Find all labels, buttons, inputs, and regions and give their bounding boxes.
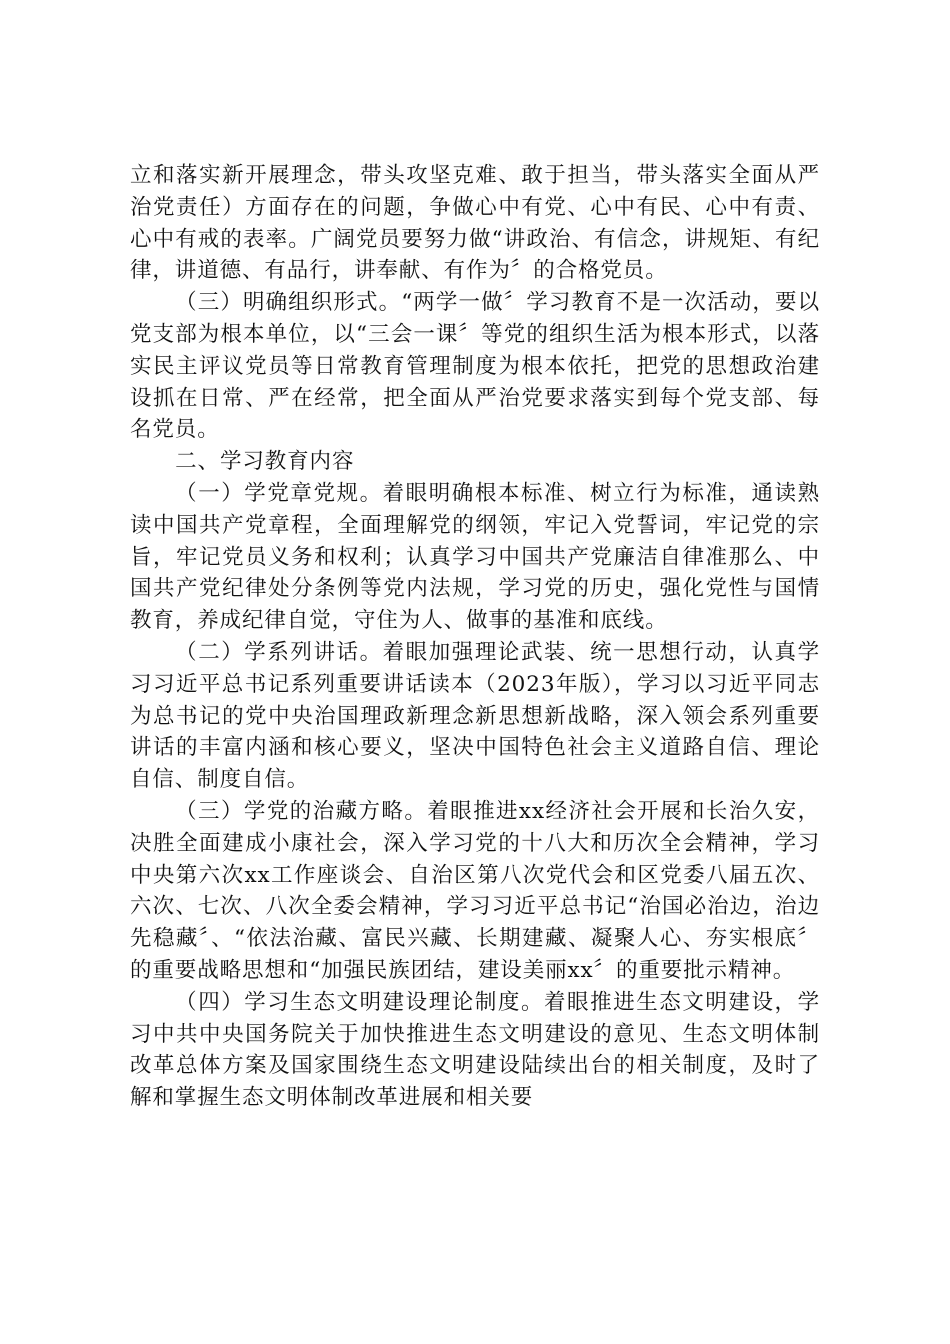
paragraph-ecological-civilization: （四）学习生态文明建设理论制度。着眼推进生态文明建设，学习中共中央国务院关于加快推进生态文明建设的意见、生态文明体制改革总体方案及国家围绕生态文明建设陆续出台的相关制度，及时了解和掌握生态文明体制改革进展和相关要 bbox=[130, 989, 820, 1111]
paragraph-party-member-standards: 立和落实新开展理念，带头攻坚克难、敢于担当，带头落实全面从严治党责任）方面存在的问题，争做心中有党、心中有民、心中有责、心中有戒的表率。广阔党员要努力做“讲政治、有信念，讲规矩、有纪律，讲道德、有品行，讲奉献、有作为〞的合格党员。 bbox=[130, 163, 820, 284]
paragraph-party-constitution: （一）学党章党规。着眼明确根本标准、树立行为标准，通读熟读中国共产党章程，全面理解党的纲领，牢记入党誓词，牢记党的宗旨，牢记党员义务和权利；认真学习中国共产党廉洁自律准那么、中国共产党纪律处分条例等党内法规，学习党的历史，强化党性与国情教育，养成纪律自觉，守住为人、做事的基准和底线。 bbox=[130, 480, 820, 634]
section-heading-study-content: 二、学习教育内容 bbox=[175, 449, 355, 475]
document-page bbox=[130, 160, 820, 1114]
paragraph-organization-form: （三）明确组织形式。“两学一做〞学习教育不是一次活动，要以党支部为根本单位，以“三会一课〞等党的组织生活为根本形式，以落实民主评议党员等日常教育管理制度为根本依托，把党的思想政治建设抓在日常、严在经常，把全面从严治党要求落实到每个党支部、每名党员。 bbox=[130, 290, 820, 443]
paragraph-governance-strategy: （三）学党的治藏方略。着眼推进xx经济社会开展和长治久安，决胜全面建成小康社会，深入学习党的十八大和历次全会精神，学习中央第六次xx工作座谈会、自治区第八次党代会和区党委八届五次、六次、七次、八次全委会精神，学习习近平总书记“治国必治边，治边先稳藏〞、“依法治藏、富民兴藏、长期建藏、凝聚人心、夯实根底〞的重要战略思想和“加强民族团结，建设美丽xx〞的重要批示精神。 bbox=[130, 798, 820, 983]
paragraph-series-speeches: （二）学系列讲话。着眼加强理论武装、统一思想行动，认真学习习近平总书记系列重要讲话读本（2023年版），学习以习近平同志为总书记的党中央治国理政新理念新思想新战略，深入领会系列重要讲话的丰富内涵和核心要义，坚决中国特色社会主义道路自信、理论自信、制度自信。 bbox=[130, 639, 820, 793]
